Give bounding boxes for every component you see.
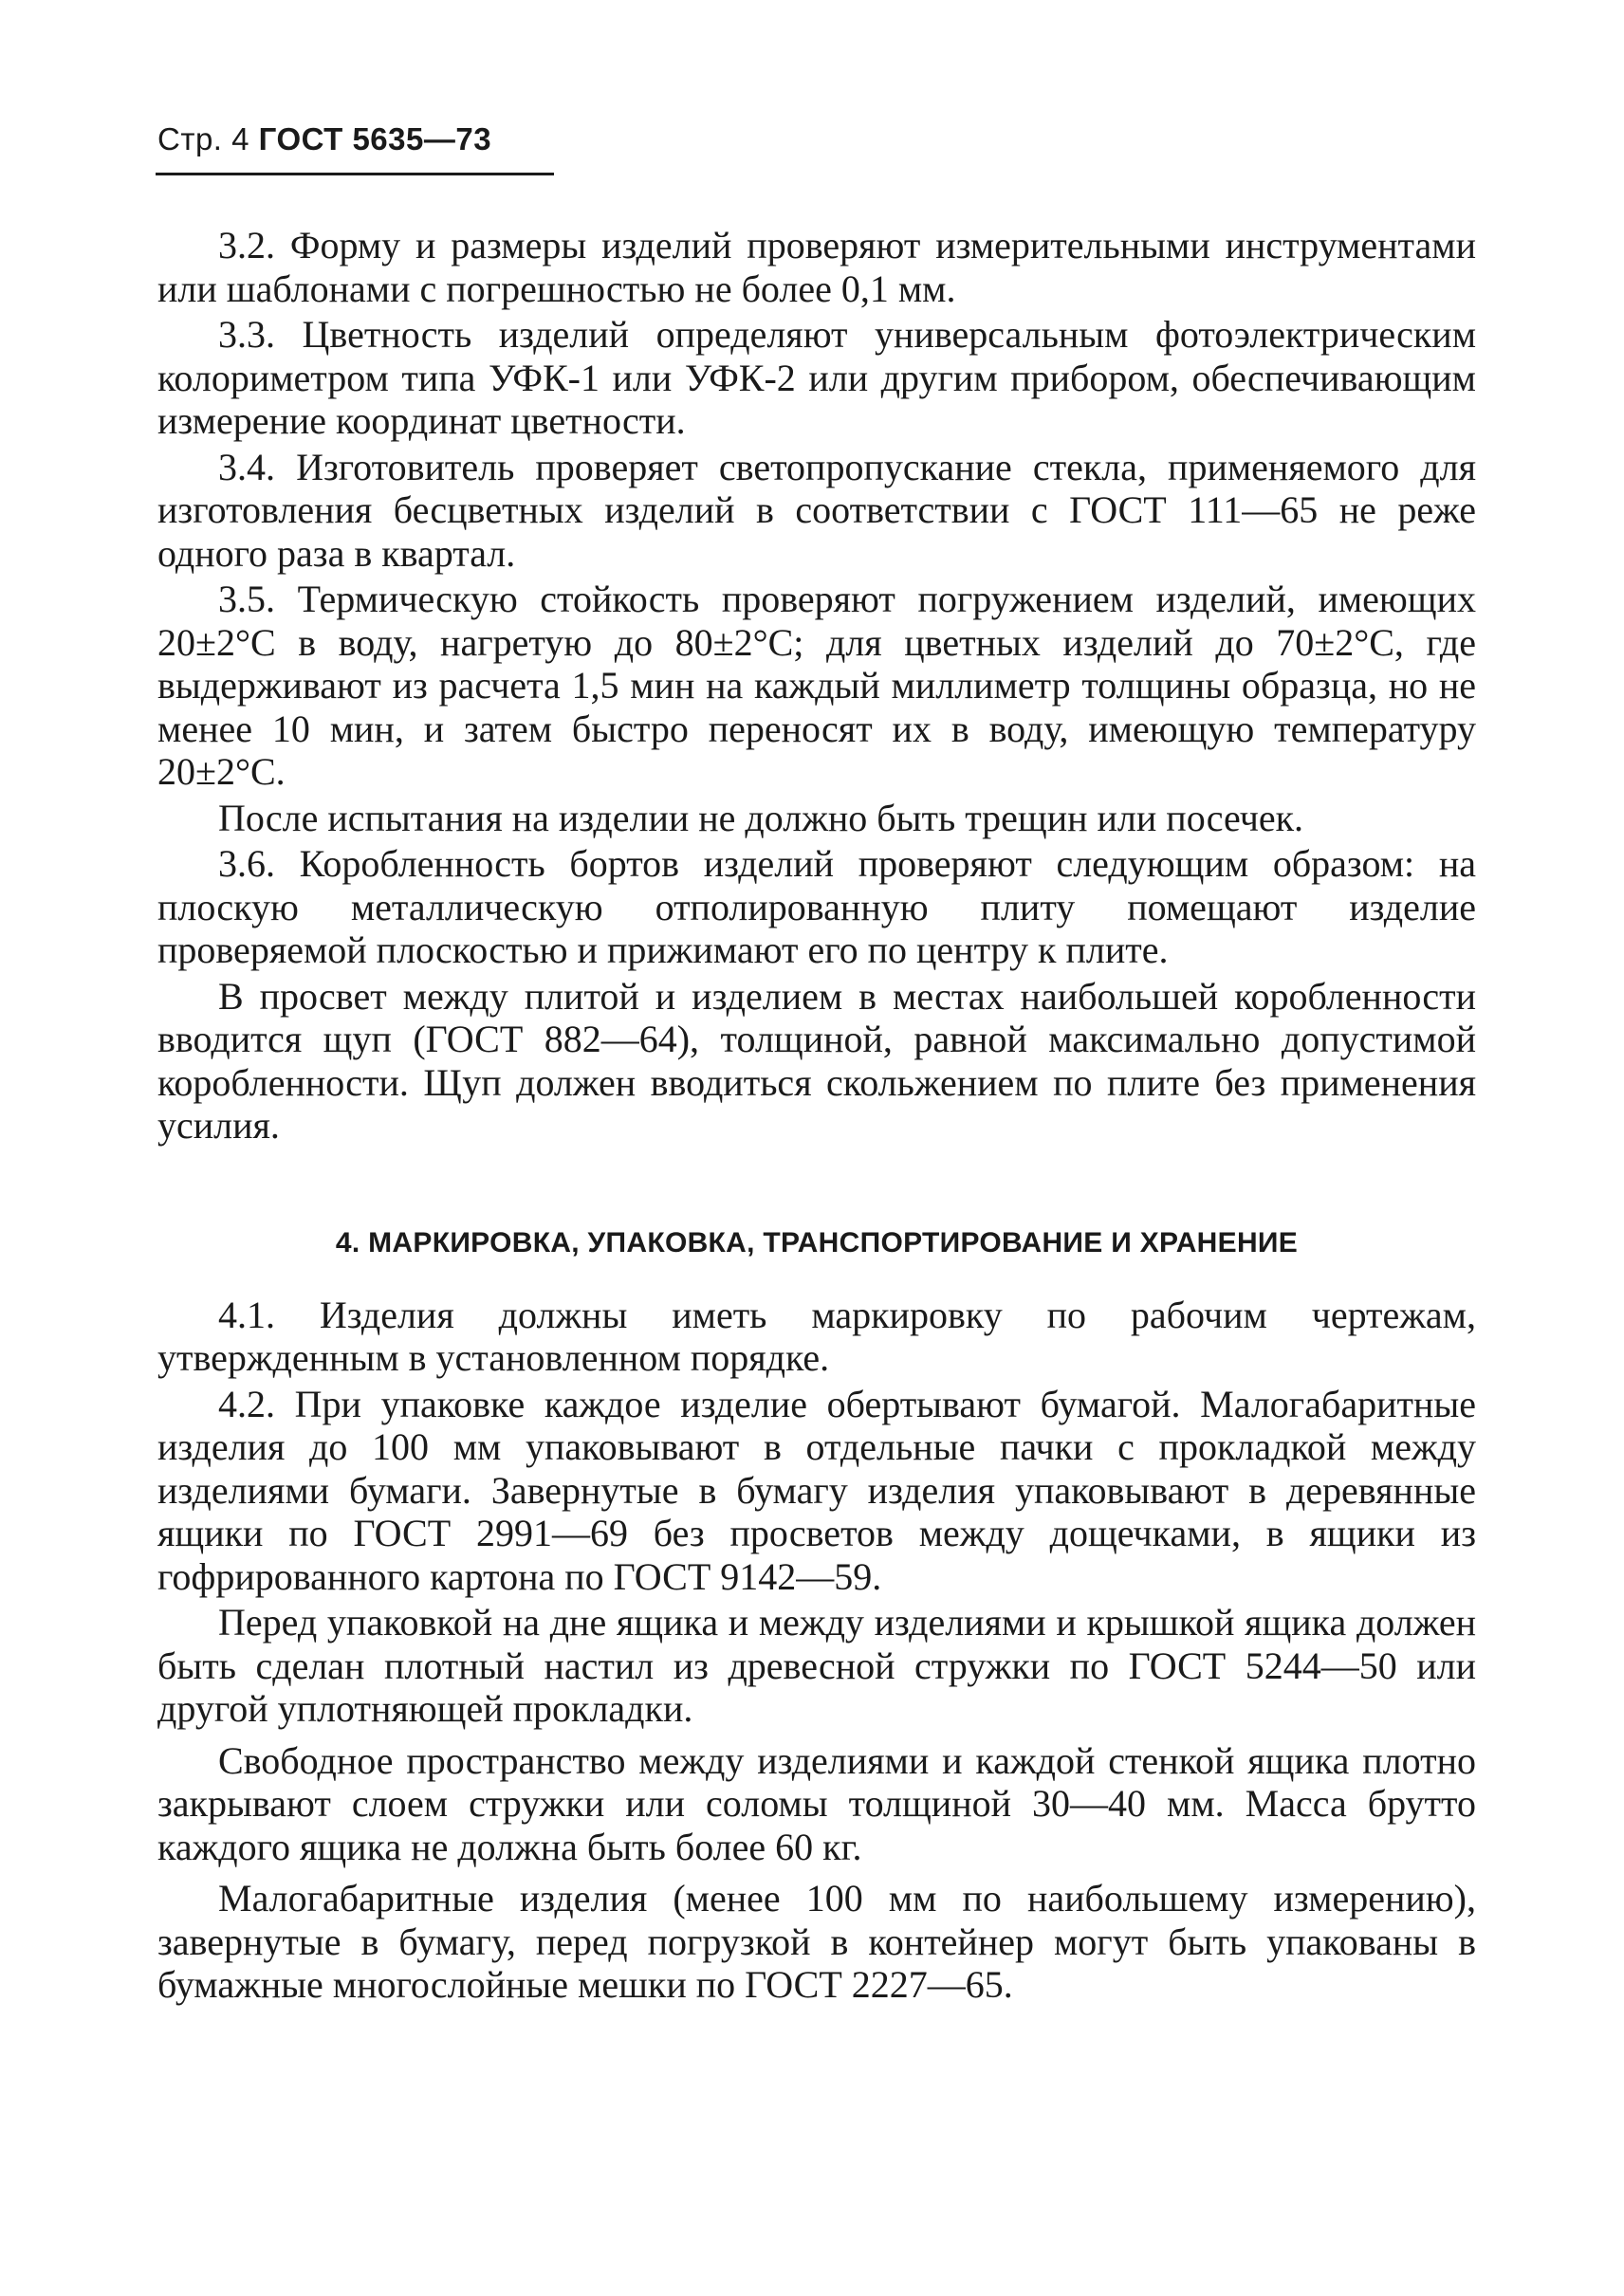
standard-number: ГОСТ 5635—73: [258, 121, 492, 156]
paragraph-4-1: 4.1. Изделия должны иметь маркировку по рабочим чертежам, утвержденным в установленном порядке.: [157, 1293, 1476, 1379]
page-body: [157, 224, 1476, 2007]
paragraph-3-2: 3.2. Форму и размеры изделий проверяют измерительными инструментами или шаблонами с погрешностью не более 0,1 мм.: [157, 224, 1476, 310]
paragraph-3-6: 3.6. Коробленность бортов изделий проверяют следующим образом: на плоскую металлическую отполированную плиту помещают изделие проверяемой плоскостью и прижимают его по центру к плите.: [157, 842, 1476, 971]
paragraph-4-2: 4.2. При упаковке каждое изделие обертывают бумагой. Малогабаритные изделия до 100 мм упаковывают в отдельные пачки с прокладкой между изделиями бумаги. Завернутые в бумагу изделия упаковывают в деревянные ящики по ГОСТ 2991—69 без просветов между дощечками, в ящики из гофрированного картона по ГОСТ 9142—59.: [157, 1382, 1476, 1598]
page-number: Стр. 4: [157, 121, 249, 156]
running-header: [157, 121, 491, 157]
paragraph-4-2-filling: Свободное пространство между изделиями и каждой стенкой ящика плотно закрывают слоем стружки или соломы толщиной 30—40 мм. Масса брутто каждого ящика не должна быть более 60 кг.: [157, 1738, 1476, 1868]
paragraph-3-5-note: После испытания на изделии не должно быть трещин или посечек.: [218, 796, 1304, 839]
section-4-heading: 4. МАРКИРОВКА, УПАКОВКА, ТРАНСПОРТИРОВАНИЕ И ХРАНЕНИЕ: [335, 1226, 1299, 1258]
paragraph-3-6-note: В просвет между плитой и изделием в местах наибольшей коробленности вводится щуп (ГОСТ 882—64), толщиной, равной максимально допустимой коробленности. Щуп должен вводиться скольжением по плите без применения усилия.: [157, 974, 1476, 1147]
paragraph-4-2-bags: Малогабаритные изделия (менее 100 мм по наибольшему измерению), завернутые в бумагу, перед погрузкой в контейнер могут быть упакованы в бумажные многослойные мешки по ГОСТ 2227—65.: [157, 1877, 1476, 2006]
header-rule: [156, 173, 554, 175]
paragraph-3-5: 3.5. Термическую стойкость проверяют погружением изделий, имеющих 20±2°С в воду, нагретую до 80±2°С; для цветных изделий до 70±2°С, где выдерживают из расчета 1,5 мин на каждый миллиметр толщины образца, но не менее 10 мин, и затем быстро переносят их в воду, имеющую температуру 20±2°С.: [157, 578, 1476, 793]
paragraph-3-3: 3.3. Цветность изделий определяют универсальным фотоэлектрическим колориметром типа УФК-1 или УФК-2 или другим прибором, обеспечивающим измерение координат цветности.: [157, 313, 1476, 442]
paragraph-4-2-lining: Перед упаковкой на дне ящика и между изделиями и крышкой ящика должен быть сделан плотный настил из древесной стружки по ГОСТ 5244—50 или другой уплотняющей прокладки.: [157, 1601, 1476, 1730]
paragraph-3-4: 3.4. Изготовитель проверяет светопропускание стекла, применяемого для изготовления бесцветных изделий в соответствии с ГОСТ 111—65 не реже одного раза в квартал.: [157, 445, 1476, 575]
